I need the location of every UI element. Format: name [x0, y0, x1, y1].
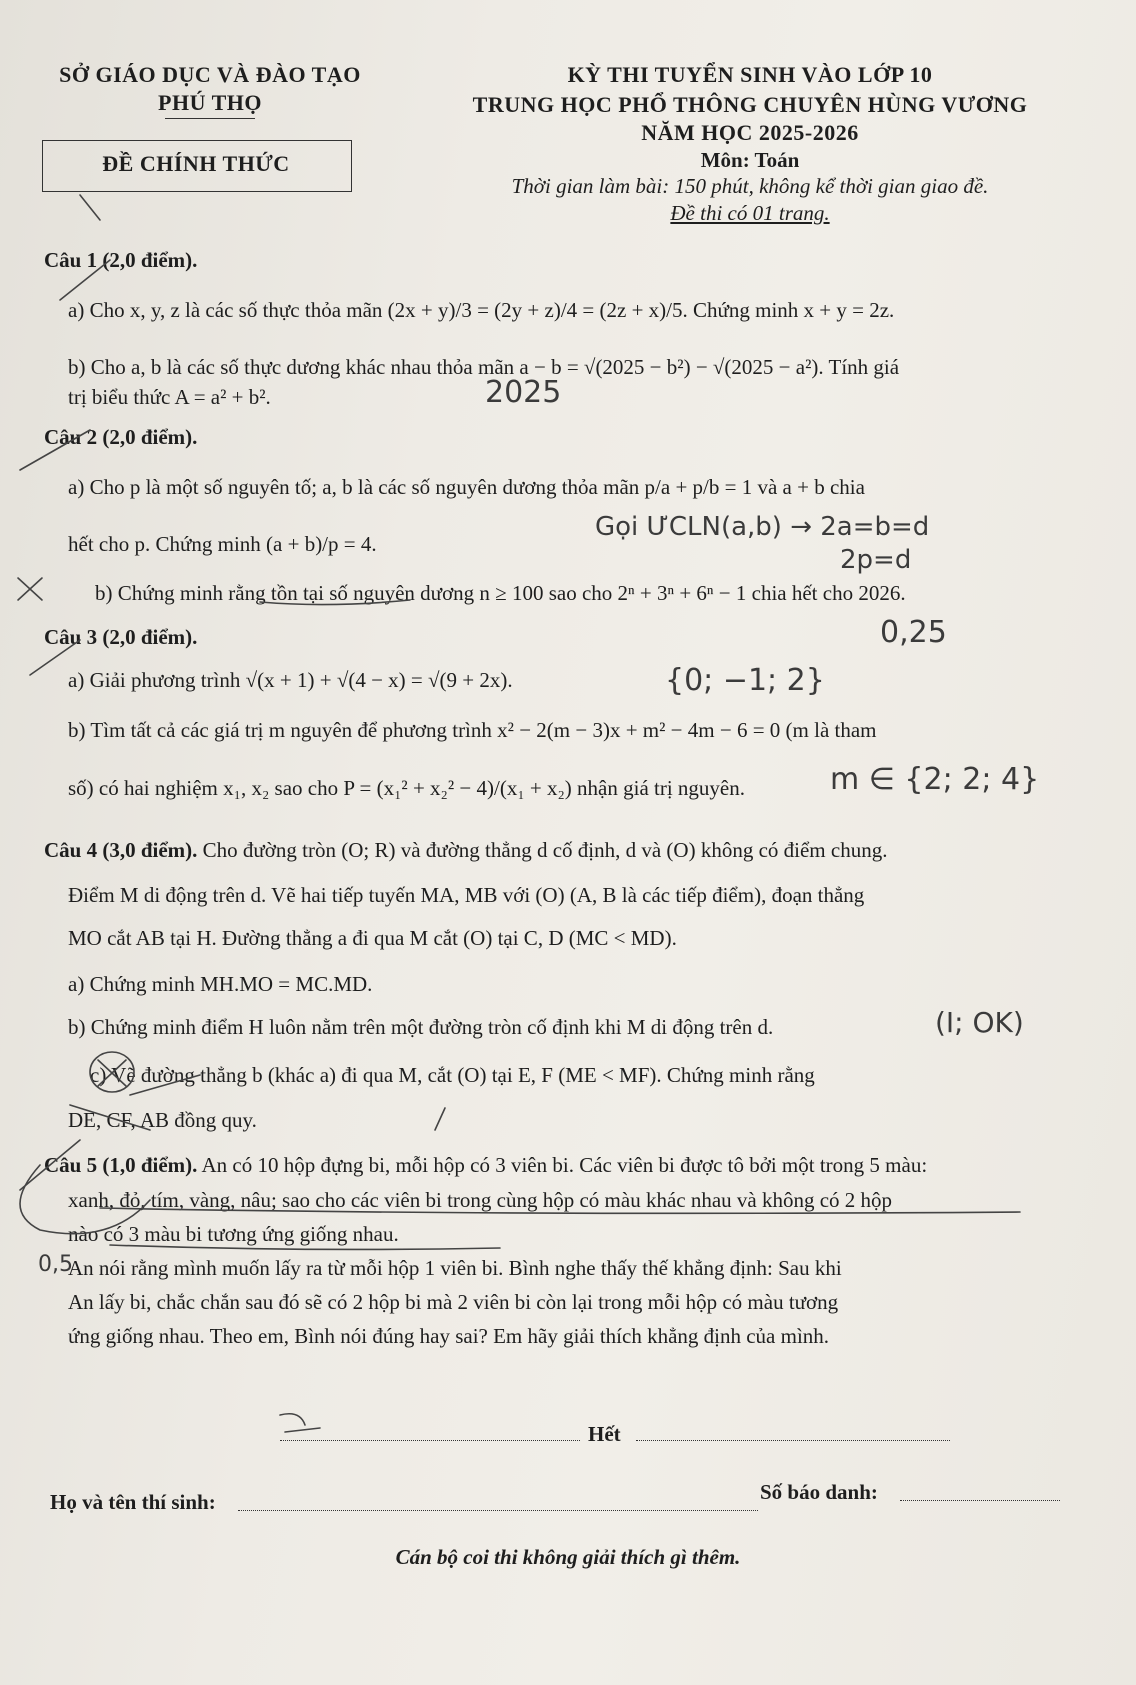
- handwriting-note-6: m ∈ {2; 2; 4}: [830, 762, 1040, 797]
- q4b: b) Chứng minh điểm H luôn nằm trên một đường tròn cố định khi M di động trên d.: [68, 1015, 774, 1039]
- q4-line2: Điểm M di động trên d. Vẽ hai tiếp tuyến MA, MB với (O) (A, B là các tiếp điểm), đoạn thẳng: [68, 883, 865, 907]
- handwriting-note-7: (I; OK): [935, 1006, 1024, 1039]
- pen-tick-q4c: [435, 1108, 445, 1130]
- q5-line1: An có 10 hộp đựng bi, mỗi hộp có 3 viên bi. Các viên bi được tô bởi một trong 5 màu:: [201, 1153, 928, 1177]
- q2a-line1: a) Cho p là một số nguyên tố; a, b là các số nguyên dương thỏa mãn p/a + p/b = 1 và a + b chia: [68, 475, 865, 499]
- page-count: Đề thi có 01 trang.: [670, 201, 830, 225]
- candidate-number-label: Số báo danh:: [760, 1480, 878, 1504]
- q1a: a) Cho x, y, z là các số thực thỏa mãn (2x + y)/3 = (2y + z)/4 = (2z + x)/5. Chứng minh x + y = 2z.: [68, 298, 895, 322]
- q1b-line2: trị biểu thức A = a² + b².: [68, 385, 271, 409]
- duration: Thời gian làm bài: 150 phút, không kể thời gian giao đề.: [511, 174, 989, 198]
- pen-underline-q5-line2: [100, 1208, 1020, 1213]
- exam-line2: TRUNG HỌC PHỔ THÔNG CHUYÊN HÙNG VƯƠNG: [472, 92, 1028, 117]
- dept-line2: PHÚ THỌ: [158, 90, 262, 115]
- official-label: ĐỀ CHÍNH THỨC: [102, 151, 290, 176]
- proctor-note: Cán bộ coi thi không giải thích gì thêm.: [395, 1545, 741, 1569]
- q1b-line1: b) Cho a, b là các số thực dương khác nhau thỏa mãn a − b = √(2025 − b²) − √(2025 − a²). Tính giá: [68, 355, 900, 379]
- pen-circle-q5: [20, 1165, 150, 1234]
- handwriting-note-8: 0,5: [38, 1252, 73, 1277]
- pen-stroke-header: [80, 195, 100, 220]
- q2b: b) Chứng minh rằng tồn tại số nguyên dương n ≥ 100 sao cho 2ⁿ + 3ⁿ + 6ⁿ − 1 chia hết cho 2026.: [95, 581, 906, 605]
- q3a: a) Giải phương trình √(x + 1) + √(4 − x) = √(9 + 2x).: [68, 668, 513, 692]
- q4c-line1: c) Vẽ đường thẳng b (khác a) đi qua M, cắt (O) tại E, F (ME < MF). Chứng minh rằng: [90, 1063, 815, 1087]
- handwriting-note-1: 2025: [485, 375, 562, 410]
- q2a-line2: hết cho p. Chứng minh (a + b)/p = 4.: [68, 532, 377, 556]
- q5-title: Câu 5 (1,0 điểm).: [44, 1153, 198, 1177]
- q2-title: Câu 2 (2,0 điểm).: [44, 425, 198, 449]
- handwriting-note-3: 2p=d: [840, 545, 912, 575]
- q4-line3: MO cắt AB tại H. Đường thẳng a đi qua M cắt (O) tại C, D (MC < MD).: [68, 926, 677, 950]
- pen-x-mark-q4c: [98, 1060, 126, 1086]
- pen-stroke-q3: [30, 640, 80, 675]
- pen-stroke-q1a: [60, 260, 110, 300]
- handwriting-note-4: 0,25: [880, 615, 947, 650]
- end-label: Hết: [588, 1422, 621, 1446]
- candidate-name-label: Họ và tên thí sinh:: [50, 1490, 216, 1514]
- q3-title: Câu 3 (2,0 điểm).: [44, 625, 198, 649]
- pen-scribble-end: [280, 1414, 320, 1432]
- q4c-line2: DE, CF, AB đồng quy.: [68, 1108, 257, 1132]
- q1-title: Câu 1 (2,0 điểm).: [44, 248, 198, 272]
- q5-line3: nào có 3 màu bi tương ứng giống nhau.: [68, 1222, 399, 1246]
- q5-line4: An nói rằng mình muốn lấy ra từ mỗi hộp 1 viên bi. Bình nghe thấy thế khẳng định: Sau khi: [68, 1256, 842, 1280]
- exam-line3: NĂM HỌC 2025-2026: [641, 120, 859, 145]
- pen-stroke-q4: [70, 1075, 200, 1130]
- pen-stroke-q5: [20, 1140, 80, 1190]
- handwriting-note-2: Gọi ƯCLN(a,b) → 2a=b=d: [595, 512, 930, 542]
- q4-title: Câu 4 (3,0 điểm).: [44, 838, 198, 862]
- exam-line1: KỲ THI TUYỂN SINH VÀO LỚP 10: [567, 62, 933, 87]
- handwriting-note-5: {0; −1; 2}: [665, 663, 825, 698]
- pen-stroke-q2: [20, 430, 90, 470]
- q5-line2: xanh, đỏ, tím, vàng, nâu; sao cho các viên bi trong cùng hộp có màu khác nhau và không có 2 hộp: [68, 1188, 893, 1212]
- pen-underline-q2b: [260, 600, 410, 605]
- subject: Môn: Toán: [700, 148, 800, 172]
- pen-underline-q5-line3: [110, 1245, 500, 1249]
- q5-line5: An lấy bi, chắc chắn sau đó sẽ có 2 hộp bi mà 2 viên bi còn lại trong mỗi hộp có màu tương: [68, 1290, 839, 1314]
- q4-line1: Cho đường tròn (O; R) và đường thẳng d cố định, d và (O) không có điểm chung.: [202, 838, 888, 862]
- dept-line1: SỞ GIÁO DỤC VÀ ĐÀO TẠO: [59, 62, 361, 87]
- q5-line6: ứng giống nhau. Theo em, Bình nói đúng hay sai? Em hãy giải thích khẳng định của mình.: [68, 1324, 830, 1348]
- q3b-line2: số) có hai nghiệm x₁, x₂ sao cho P = (x₁² + x₂² − 4)/(x₁ + x₂) nhận giá trị nguyên.: [68, 776, 746, 800]
- q4a: a) Chứng minh MH.MO = MC.MD.: [68, 972, 373, 996]
- pen-x-mark-q2b: [18, 578, 42, 600]
- q3b-line1: b) Tìm tất cả các giá trị m nguyên để phương trình x² − 2(m − 3)x + m² − 4m − 6 = 0 (m là tham: [68, 718, 877, 742]
